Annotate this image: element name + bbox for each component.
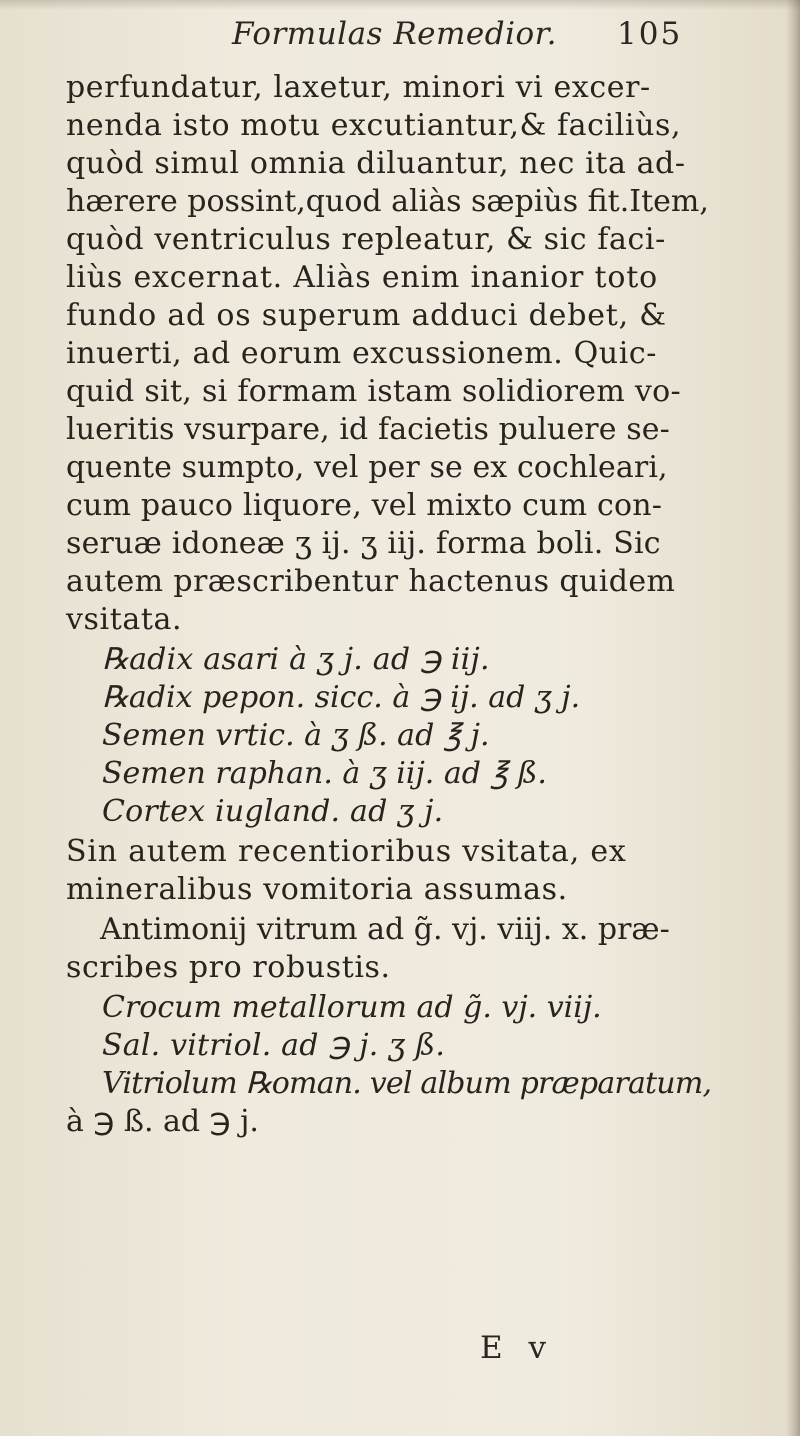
text-line: Antimonij vitrum ad g̃. vj. viij. x. præ- xyxy=(100,912,670,947)
text-line: mineralibus vomitoria assumas. xyxy=(66,872,568,907)
text-line: nenda isto motu excutiantur,& faciliùs, xyxy=(66,108,682,143)
text-line: quente sumpto, vel per se ex cochleari, xyxy=(66,450,668,485)
text-line: inuerti, ad eorum excussionem. Quic- xyxy=(66,336,658,371)
text-line: Sin autem recentioribus vsitata, ex xyxy=(66,834,627,869)
recipe-line: ℞adix asari à ʒ j. ad ℈ iij. xyxy=(102,642,490,677)
signature-mark: E v xyxy=(480,1330,554,1366)
text-line: autem præscribentur hactenus quidem xyxy=(66,564,676,599)
text-line: liùs excernat. Aliàs enim inanior toto xyxy=(66,260,658,295)
recipe-line: Semen raphan. à ʒ iij. ad ℥ ß. xyxy=(102,756,547,791)
running-title: Formulas Remedior. xyxy=(232,16,557,52)
recipe-line: Cortex iugland. ad ʒ j. xyxy=(102,794,444,829)
recipe-line: Sal. vitriol. ad ℈ j. ʒ ß. xyxy=(102,1028,446,1063)
text-line: vsitata. xyxy=(66,602,183,637)
page-header xyxy=(0,12,800,62)
text-line: cum pauco liquore, vel mixto cum con- xyxy=(66,488,663,523)
recipe-line: à ℈ ß. ad ℈ j. xyxy=(66,1104,259,1139)
page-top-shadow xyxy=(0,0,800,10)
recipe-line: Crocum metallorum ad g̃. vj. viij. xyxy=(102,990,602,1025)
page-number: 105 xyxy=(617,16,683,52)
text-line: lueritis vsurpare, id facietis puluere se- xyxy=(66,412,670,447)
text-line: fundo ad os superum adduci debet, & xyxy=(66,298,667,333)
text-line: perfundatur, laxetur, minori vi excer- xyxy=(66,70,651,105)
text-line: quòd ventriculus repleatur, & sic faci- xyxy=(66,222,666,257)
text-line: quòd simul omnia diluantur, nec ita ad- xyxy=(66,146,686,181)
page-edge-shadow xyxy=(786,0,800,1436)
recipe-line: ℞adix pepon. sicc. à ℈ ij. ad ʒ j. xyxy=(102,680,581,715)
text-line: quid sit, si formam istam solidiorem vo- xyxy=(66,374,681,409)
text-line: seruæ idoneæ ʒ ij. ʒ iij. forma boli. Sic xyxy=(66,526,661,561)
recipe-line: Vitriolum ℞oman. vel album præparatum, xyxy=(102,1066,712,1101)
recipe-line: Semen vrtic. à ʒ ß. ad ℥ j. xyxy=(102,718,490,753)
text-line: scribes pro robustis. xyxy=(66,950,391,985)
text-line: hærere possint,quod aliàs sæpiùs fit.Item, xyxy=(66,184,709,219)
